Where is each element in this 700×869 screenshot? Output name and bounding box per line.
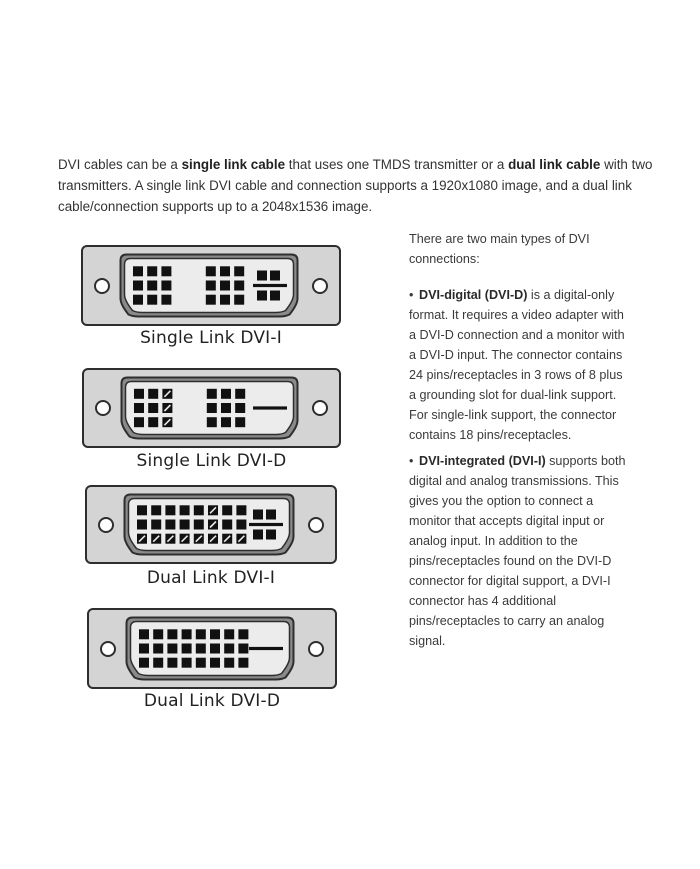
- connector-caption: Dual Link DVI-I: [146, 568, 276, 588]
- pin: [137, 505, 147, 515]
- pin: [221, 389, 231, 399]
- pin: [167, 658, 177, 668]
- ground-blade: [253, 284, 287, 287]
- term-dvi-i: DVI-integrated (DVI-I): [419, 454, 546, 468]
- pin: [207, 403, 217, 413]
- pin: [167, 644, 177, 654]
- pin: [151, 505, 161, 515]
- pin: [153, 629, 163, 639]
- screw-hole-icon: [312, 278, 328, 294]
- intro-paragraph: [58, 154, 658, 217]
- pin: [139, 644, 149, 654]
- pin: [196, 658, 206, 668]
- pin: [161, 281, 171, 291]
- pin: [151, 520, 161, 530]
- bullet-icon: •: [409, 288, 414, 302]
- pin: [134, 403, 144, 413]
- connector-caption: Dual Link DVI-D: [143, 691, 281, 711]
- pin: [222, 505, 232, 515]
- list-item-dvi-i: [409, 451, 631, 651]
- pin: [148, 389, 158, 399]
- analog-pin: [253, 530, 263, 540]
- pin: [207, 417, 217, 427]
- pin: [224, 629, 234, 639]
- pin: [234, 266, 244, 276]
- dvi-types-description: [409, 229, 631, 657]
- connector-caption: Single Link DVI-I: [140, 328, 282, 348]
- pin: [134, 389, 144, 399]
- intro-text-2: that uses one TMDS transmitter or a: [285, 157, 509, 172]
- pin: [206, 281, 216, 291]
- pin: [161, 295, 171, 305]
- pin: [182, 629, 192, 639]
- pin: [238, 658, 248, 668]
- bullet-icon: •: [409, 454, 414, 468]
- connector-shell: [123, 493, 295, 556]
- pin: [147, 295, 157, 305]
- ground-blade: [249, 523, 283, 526]
- screw-hole-icon: [312, 400, 328, 416]
- dvi-types-lead: There are two main types of DVI connections:: [409, 232, 590, 266]
- connector-shell: [119, 253, 299, 318]
- connector-shell: [120, 376, 299, 440]
- desc-dvi-d: is a digital-only format. It requires a video adapter with a DVI-D connection and a monitor with a DVI-D input. The connector contains 24 pins/receptacles in 3 rows of 8 plus a grounding slot for dual-link support. For single-link support, the connector contains 18 pins/receptacles.: [409, 288, 625, 442]
- pin: [180, 505, 190, 515]
- pin: [134, 417, 144, 427]
- intro-term-dual-link: dual link cable: [508, 157, 601, 172]
- pin: [238, 644, 248, 654]
- pin: [221, 417, 231, 427]
- pin: [182, 644, 192, 654]
- pin: [165, 520, 175, 530]
- pin: [147, 281, 157, 291]
- intro-term-single-link: single link cable: [181, 157, 286, 172]
- analog-pin: [270, 291, 280, 301]
- pin: [236, 505, 246, 515]
- pin: [236, 520, 246, 530]
- pin: [148, 403, 158, 413]
- pin: [182, 658, 192, 668]
- pin: [206, 295, 216, 305]
- pin: [207, 389, 217, 399]
- pin: [167, 629, 177, 639]
- list-item-dvi-d: [409, 285, 631, 445]
- pin: [222, 520, 232, 530]
- intro-text-4: with two transmitters. A single link DVI cable and connection supports a 1920x1080 image, and a dual link cable/connection supports up to a 2048x1536 image.: [58, 157, 653, 214]
- screw-hole-icon: [94, 278, 110, 294]
- pin: [220, 266, 230, 276]
- screw-hole-icon: [308, 517, 324, 533]
- pin: [139, 658, 149, 668]
- pin: [139, 629, 149, 639]
- pin: [220, 281, 230, 291]
- pin: [153, 658, 163, 668]
- pin: [196, 629, 206, 639]
- pin: [234, 281, 244, 291]
- pin: [180, 520, 190, 530]
- pin: [224, 658, 234, 668]
- analog-pin: [257, 291, 267, 301]
- screw-hole-icon: [100, 641, 116, 657]
- pin: [137, 520, 147, 530]
- pin: [210, 644, 220, 654]
- connector-shell: [125, 616, 295, 681]
- term-dvi-d: DVI-digital (DVI-D): [419, 288, 528, 302]
- ground-blade: [249, 647, 283, 650]
- pin: [147, 266, 157, 276]
- pin: [235, 403, 245, 413]
- pin: [210, 629, 220, 639]
- pin: [194, 520, 204, 530]
- pin: [133, 281, 143, 291]
- screw-hole-icon: [98, 517, 114, 533]
- pin: [148, 417, 158, 427]
- pin: [165, 505, 175, 515]
- screw-hole-icon: [308, 641, 324, 657]
- pin: [220, 295, 230, 305]
- pin: [133, 266, 143, 276]
- pin: [133, 295, 143, 305]
- pin: [153, 644, 163, 654]
- pin: [194, 505, 204, 515]
- pin: [196, 644, 206, 654]
- analog-pin: [253, 510, 263, 520]
- pin: [235, 389, 245, 399]
- analog-pin: [266, 530, 276, 540]
- analog-pin: [257, 271, 267, 281]
- ground-blade: [253, 406, 287, 409]
- analog-pin: [270, 271, 280, 281]
- analog-pin: [266, 510, 276, 520]
- pin: [234, 295, 244, 305]
- pin: [235, 417, 245, 427]
- screw-hole-icon: [95, 400, 111, 416]
- intro-text-0: DVI cables can be a: [58, 157, 182, 172]
- pin: [221, 403, 231, 413]
- desc-dvi-i: supports both digital and analog transmissions. This gives you the option to connect a monitor that accepts digital input or analog input. In addition to the pins/receptacles found on the DVI-D connector for digital support, a DVI-I connector has 4 additional pins/receptacles to carry an analog signal.: [409, 454, 626, 648]
- pin: [210, 658, 220, 668]
- pin: [224, 644, 234, 654]
- pin: [161, 266, 171, 276]
- pin: [206, 266, 216, 276]
- connector-caption: Single Link DVI-D: [136, 451, 287, 471]
- pin: [238, 629, 248, 639]
